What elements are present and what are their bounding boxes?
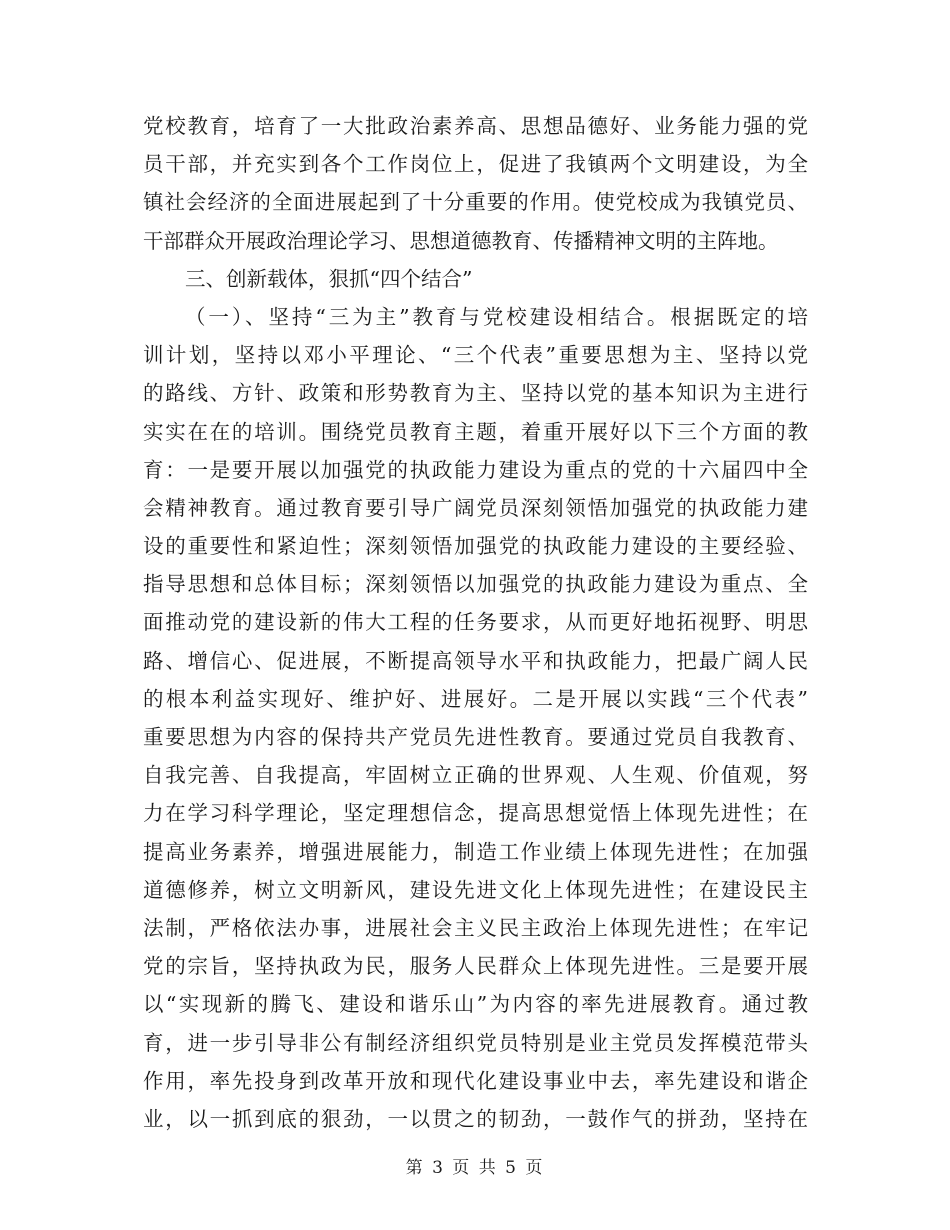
- text-line: 的根本利益实现好、维护好、进展好。二是开展以实践“三个代表”: [143, 686, 808, 711]
- text-line: 育：一是要开展以加强党的执政能力建设为重点的党的十六届四中全: [143, 457, 808, 482]
- text-line: 党校教育，培育了一大批政治素养高、思想品德好、业务能力强的党: [143, 114, 808, 138]
- text-line: 会精神教育。通过教育要引导广阔党员深刻领悟加强党的执政能力建: [143, 495, 808, 520]
- text-line: 以“实现新的腾飞、建设和谐乐山”为内容的率先进展教育。通过教: [143, 992, 808, 1017]
- text-line: 路、增信心、促进展，不断提高领导水平和执政能力，把最广阔人民: [143, 648, 808, 673]
- text-line: 干部群众开展政治理论学习、思想道德教育、传播精神文明的主阵地。: [143, 228, 779, 253]
- page-number-footer: 第 3 页 共 5 页: [405, 1158, 545, 1178]
- text-line: 的路线、方针、政策和形势教育为主、坚持以党的基本知识为主进行: [143, 381, 808, 406]
- text-line: 育，进一步引导非公有制经济组织党员特别是业主党员发挥模范带头: [143, 1030, 808, 1055]
- text-line: 指导思想和总体目标；深刻领悟以加强党的执政能力建设为重点、全: [143, 572, 808, 597]
- text-line: 党的宗旨，坚持执政为民，服务人民群众上体现先进性。三是要开展: [143, 954, 808, 979]
- text-line: 提高业务素养，增强进展能力，制造工作业绩上体现先进性；在加强: [143, 839, 808, 864]
- section-heading: 三、创新载体，狠抓“四个结合”: [185, 266, 473, 291]
- text-line: 业，以一抓到底的狠劲，一以贯之的韧劲，一鼓作气的拼劲，坚持在: [143, 1106, 808, 1131]
- text-line: 法制，严格依法办事，进展社会主义民主政治上体现先进性；在牢记: [143, 915, 808, 940]
- text-line: 重要思想为内容的保持共产党员先进性教育。要通过党员自我教育、: [143, 725, 808, 749]
- document-body: [143, 107, 808, 1138]
- text-line: 力在学习科学理论，坚定理想信念，提高思想觉悟上体现先进性；在: [143, 801, 808, 826]
- paragraph-first-line: （一）、坚持“三为主”教育与党校建设相结合。根据既定的培: [185, 304, 808, 329]
- text-line: 作用，率先投身到改革开放和现代化建设事业中去，率先建设和谐企: [143, 1068, 808, 1093]
- text-line: 训计划，坚持以邓小平理论、“三个代表”重要思想为主、坚持以党: [143, 343, 808, 368]
- text-line: 道德修养，树立文明新风，建设先进文化上体现先进性；在建设民主: [143, 877, 808, 902]
- text-line: 实实在在的培训。围绕党员教育主题，着重开展好以下三个方面的教: [143, 419, 808, 444]
- text-line: 员干部，并充实到各个工作岗位上，促进了我镇两个文明建设，为全: [143, 152, 808, 177]
- text-line: 镇社会经济的全面进展起到了十分重要的作用。使党校成为我镇党员、: [143, 190, 808, 215]
- text-line: 设的重要性和紧迫性；深刻领悟加强党的执政能力建设的主要经验、: [143, 534, 808, 559]
- text-line: 自我完善、自我提高，牢固树立正确的世界观、人生观、价值观，努: [143, 763, 808, 788]
- text-line: 面推动党的建设新的伟大工程的任务要求，从而更好地拓视野、明思: [143, 610, 808, 635]
